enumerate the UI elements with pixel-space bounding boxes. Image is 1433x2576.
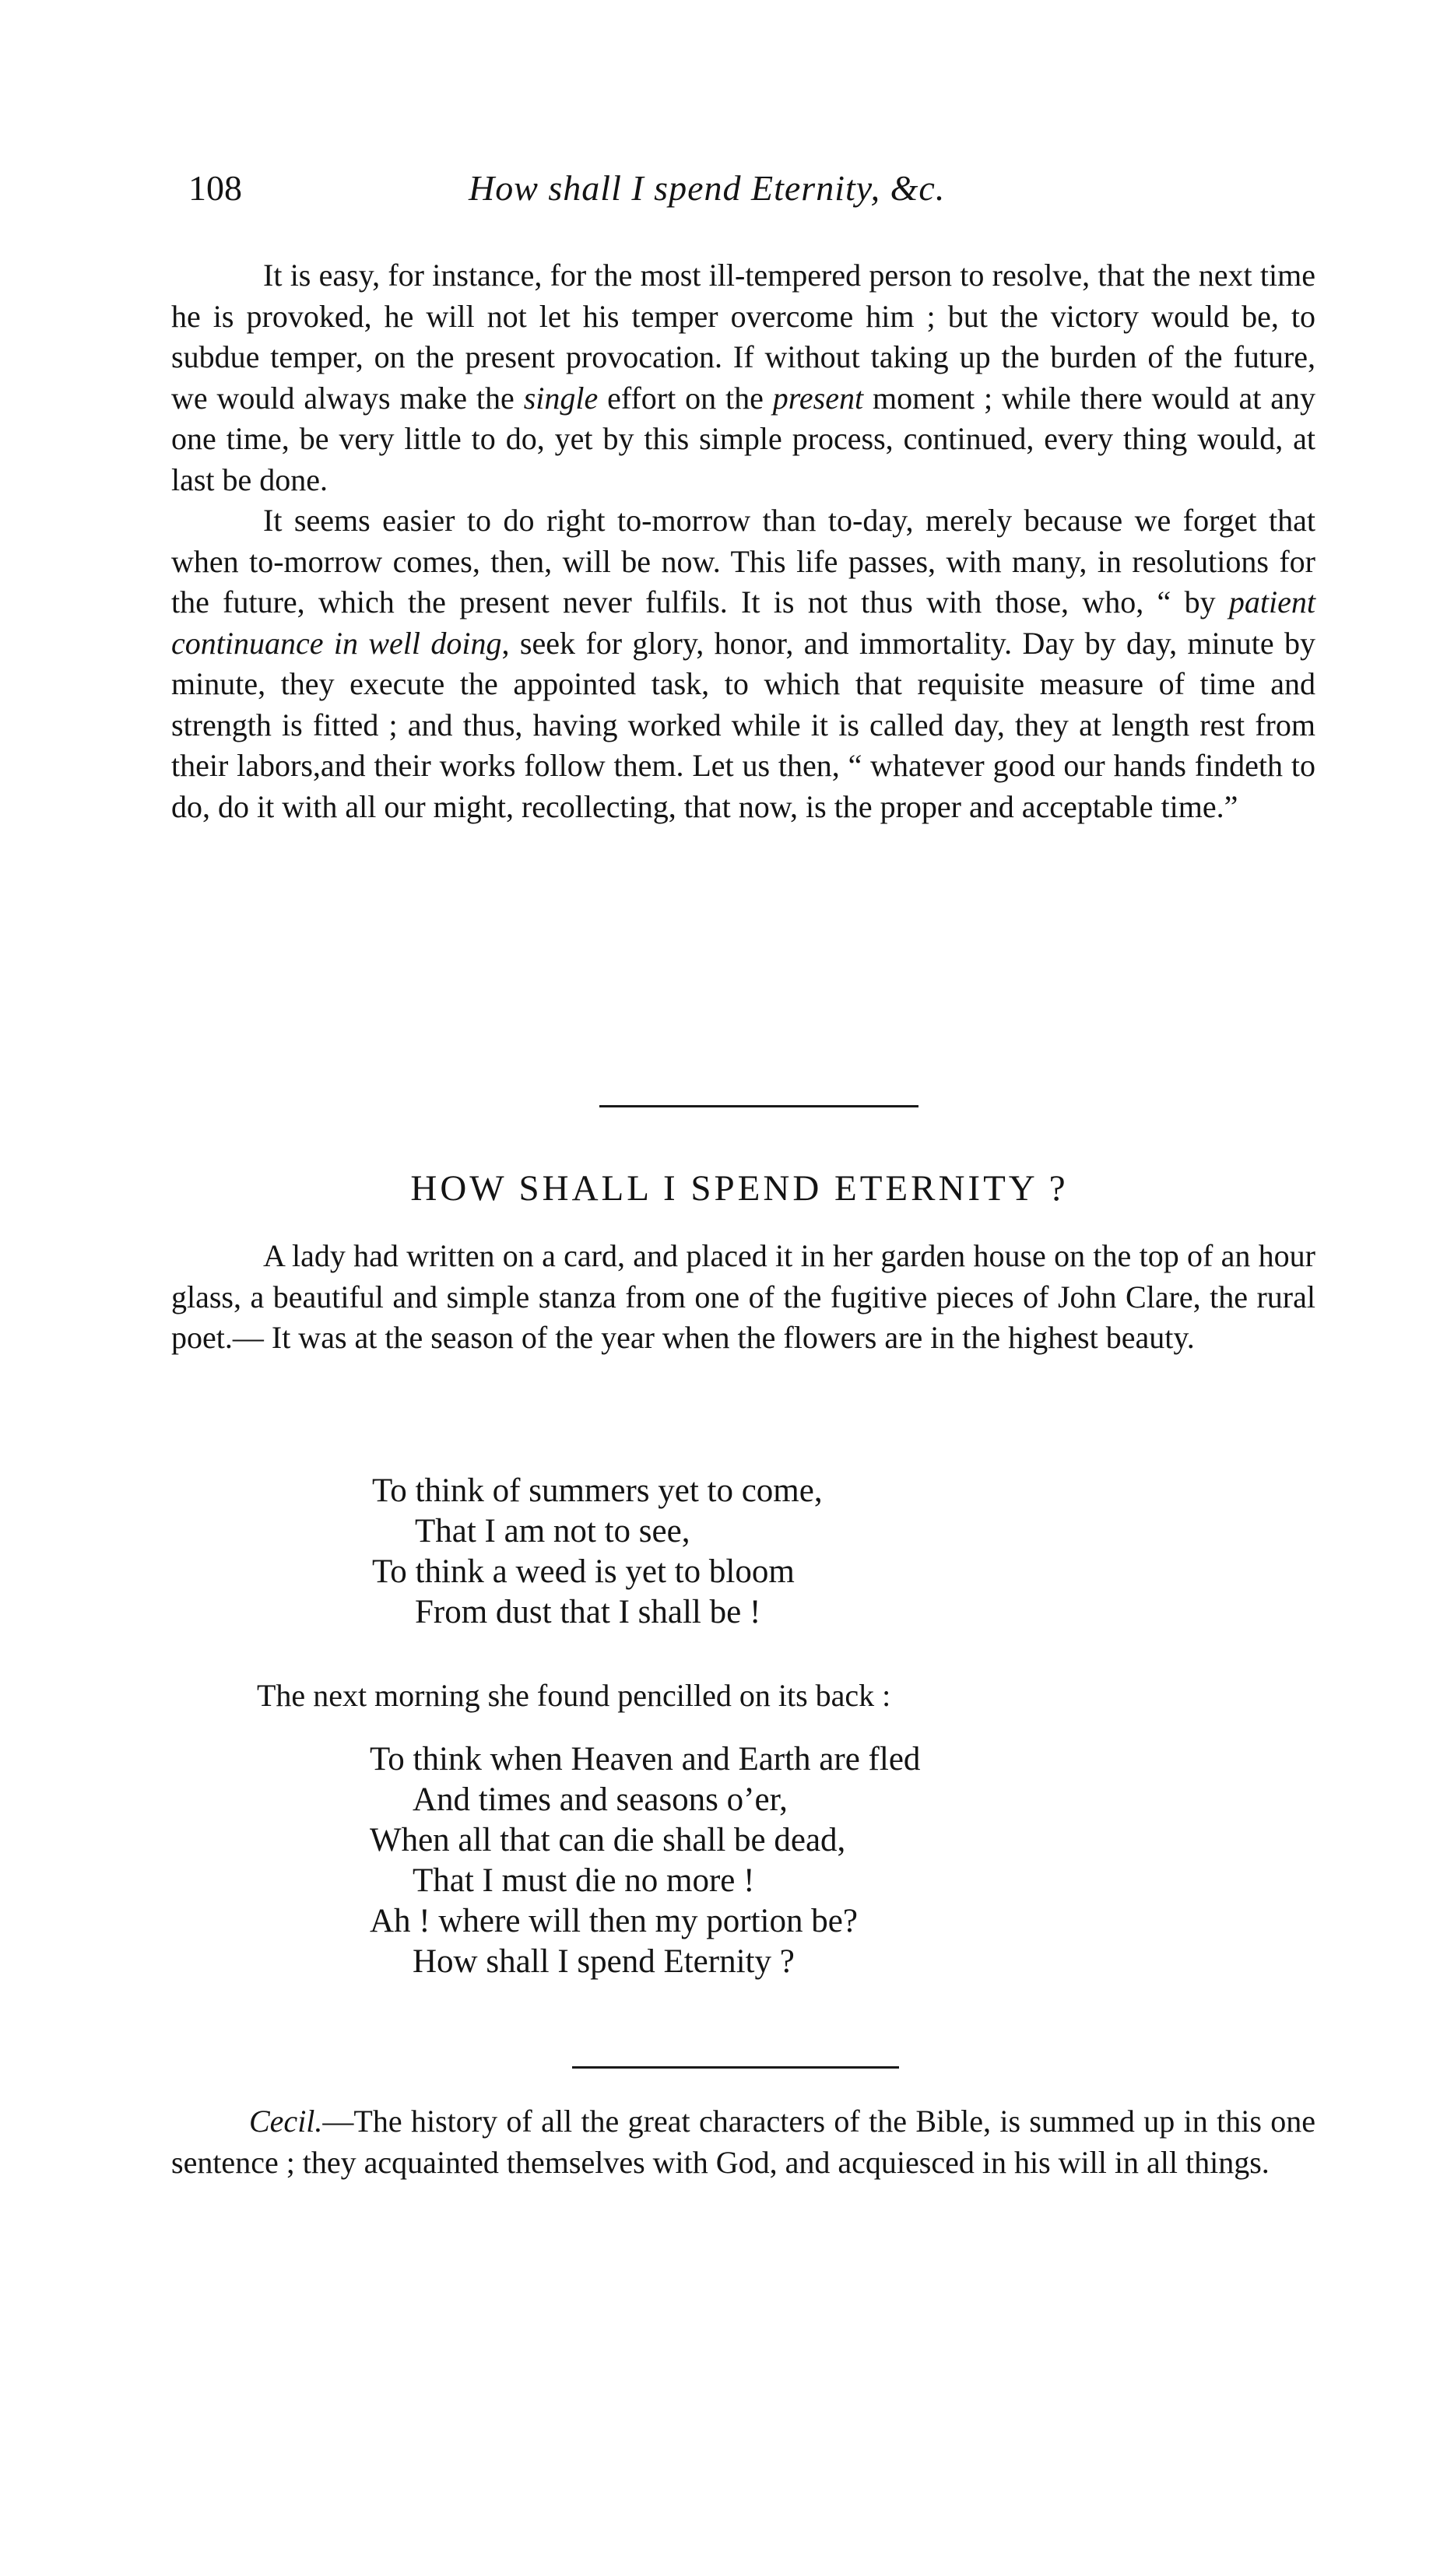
poem-line: That I am not to see, [415, 1513, 690, 1549]
running-title: How shall I spend Eternity, &c. [469, 168, 946, 208]
interlude-line: The next morning she found pencilled on its back : [257, 1678, 891, 1713]
text-run: , seek for glory, honor, and immortality. Day by day, minute by minute, they execute the appointed task, to which that requisite measure of time and strength is fitted ; and thus, having worked while it is called day, they at length rest from their labors,and their works follow them. Let us then, “ whatever good our hands findeth to do, do it with all our might, recollecting, that now, is the proper and acceptable time.” [171, 625, 1316, 824]
paragraph [171, 255, 1315, 500]
poem-line: Ah ! where will then my portion be? [370, 1903, 858, 1939]
attribution: Cecil. [249, 2104, 323, 2139]
running-head [188, 167, 1309, 222]
text-run: It seems easier to do right to-morrow than to-day, merely because we forget that when to-morrow comes, then, will be now. This life passes, with many, in resolutions for the future, which the present never fulfils. It is not thus with those, who, “ by [171, 503, 1315, 619]
text-run: moment ; while there would at any one time, be very little to do, yet by this simple process, continued, every thing would, at last be done. [171, 380, 1315, 497]
emphasis: single [523, 380, 599, 416]
paragraph [171, 500, 1315, 827]
poem-line: From dust that I shall be ! [415, 1594, 761, 1630]
section-divider [572, 2066, 899, 2069]
poem-line: That I must die no more ! [413, 1862, 755, 1899]
poem-line: To think when Heaven and Earth are fled [370, 1741, 921, 1778]
paragraph: A lady had written on a card, and placed it in her garden house on the top of an hour glass, a beautiful and simple stanza from one of the fugitive pieces of John Clare, the rural poet.— It was at the season of the year when the flowers are in the highest beauty. [171, 1238, 1315, 1355]
paragraph [171, 2101, 1315, 2183]
poem-stanza-one [372, 1471, 823, 1633]
section-intro [171, 1236, 1315, 1359]
text-run: effort on the [598, 380, 773, 416]
emphasis: patient continuance in well doing [171, 584, 1315, 661]
section-divider [599, 1105, 918, 1107]
poem-stanza-two [370, 1739, 920, 1982]
poem-line: And times and seasons o’er, [413, 1781, 788, 1818]
opening-text [171, 255, 1315, 827]
poem-line: How shall I spend Eternity ? [413, 1943, 795, 1980]
closing-quote [171, 2101, 1315, 2183]
emphasis: present [772, 380, 864, 416]
text-run: It is easy, for instance, for the most ill-tempered person to resolve, that the next time he is provoked, he will not let his temper overcome him ; but the victory would be, to subdue temper, on the present provocation. If without taking up the burden of the future, we would always make the [171, 258, 1315, 416]
page-number: 108 [188, 168, 242, 208]
poem-line: To think a weed is yet to bloom [372, 1553, 795, 1590]
poem-line: When all that can die shall be dead, [370, 1822, 846, 1858]
section-heading: HOW SHALL I SPEND ETERNITY ? [410, 1168, 1069, 1209]
text-run: —The history of all the great characters of the Bible, is summed up in this one sentence ; they acquainted themselves with God, and acquiesced in his will in all things. [171, 2104, 1315, 2180]
poem-line: To think of summers yet to come, [372, 1472, 823, 1509]
